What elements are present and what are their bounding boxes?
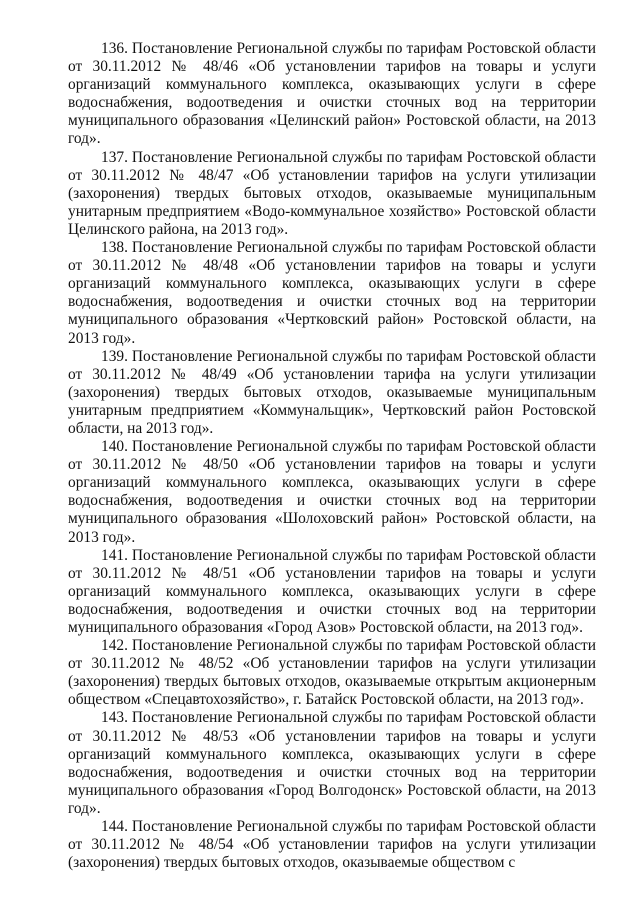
list-item-141: 141. Постановление Региональной службы по тарифам Ростовской области от 30.11.2012 № 48/51 «Об установлении тарифов на товары и услуги организаций коммунального комплекса, оказывающих услуги в сфере водоснабжения, водоотведения и очистки сточных вод на территории муниципального образования «Город Азов» Ростовской области, на 2013 год». xyxy=(68,546,596,636)
list-item-142: 142. Постановление Региональной службы по тарифам Ростовской области от 30.11.2012 № 48/52 «Об установлении тарифов на услуги утилизации (захоронения) твердых бытовых отходов, оказываемые открытым акционерным обществом «Спецавтохозяйство», г. Батайск Ростовской области, на 2013 год». xyxy=(68,637,596,709)
list-item-136: 136. Постановление Региональной службы по тарифам Ростовской области от 30.11.2012 № 48/46 «Об установлении тарифов на товары и услуги организаций коммунального комплекса, оказывающих услуги в сфере водоснабжения, водоотведения и очистки сточных вод на территории муниципального образования «Целинский район» Ростовской области, на 2013 год». xyxy=(68,40,596,148)
list-item-138: 138. Постановление Региональной службы по тарифам Ростовской области от 30.11.2012 № 48/48 «Об установлении тарифов на товары и услуги организаций коммунального комплекса, оказывающих услуги в сфере водоснабжения, водоотведения и очистки сточных вод на территории муниципального образования «Чертковский район» Ростовской области, на 2013 год». xyxy=(68,239,596,347)
list-item-137: 137. Постановление Региональной службы по тарифам Ростовской области от 30.11.2012 № 48/47 «Об установлении тарифов на услуги утилизации (захоронения) твердых бытовых отходов, оказываемые муниципальным унитарным предприятием «Водо-коммунальное хозяйство» Ростовской области Целинского района, на 2013 год». xyxy=(68,148,596,238)
list-item-144: 144. Постановление Региональной службы по тарифам Ростовской области от 30.11.2012 № 48/54 «Об установлении тарифов на услуги утилизации (захоронения) твердых бытовых отходов, оказываемые обществом с xyxy=(68,818,596,872)
list-item-143: 143. Постановление Региональной службы по тарифам Ростовской области от 30.11.2012 № 48/53 «Об установлении тарифов на товары и услуги организаций коммунального комплекса, оказывающих услуги в сфере водоснабжения, водоотведения и очистки сточных вод на территории муниципального образования «Город Волгодонск» Ростовской области, на 2013 год». xyxy=(68,709,596,817)
list-item-139: 139. Постановление Региональной службы по тарифам Ростовской области от 30.11.2012 № 48/49 «Об установлении тарифа на услуги утилизации (захоронения) твердых бытовых отходов, оказываемые муниципальным унитарным предприятием «Коммунальщик», Чертковский район Ростовской области, на 2013 год». xyxy=(68,347,596,437)
list-item-140: 140. Постановление Региональной службы по тарифам Ростовской области от 30.11.2012 № 48/50 «Об установлении тарифов на товары и услуги организаций коммунального комплекса, оказывающих услуги в сфере водоснабжения, водоотведения и очистки сточных вод на территории муниципального образования «Шолоховский район» Ростовской области, на 2013 год». xyxy=(68,438,596,546)
document-page xyxy=(68,40,596,872)
